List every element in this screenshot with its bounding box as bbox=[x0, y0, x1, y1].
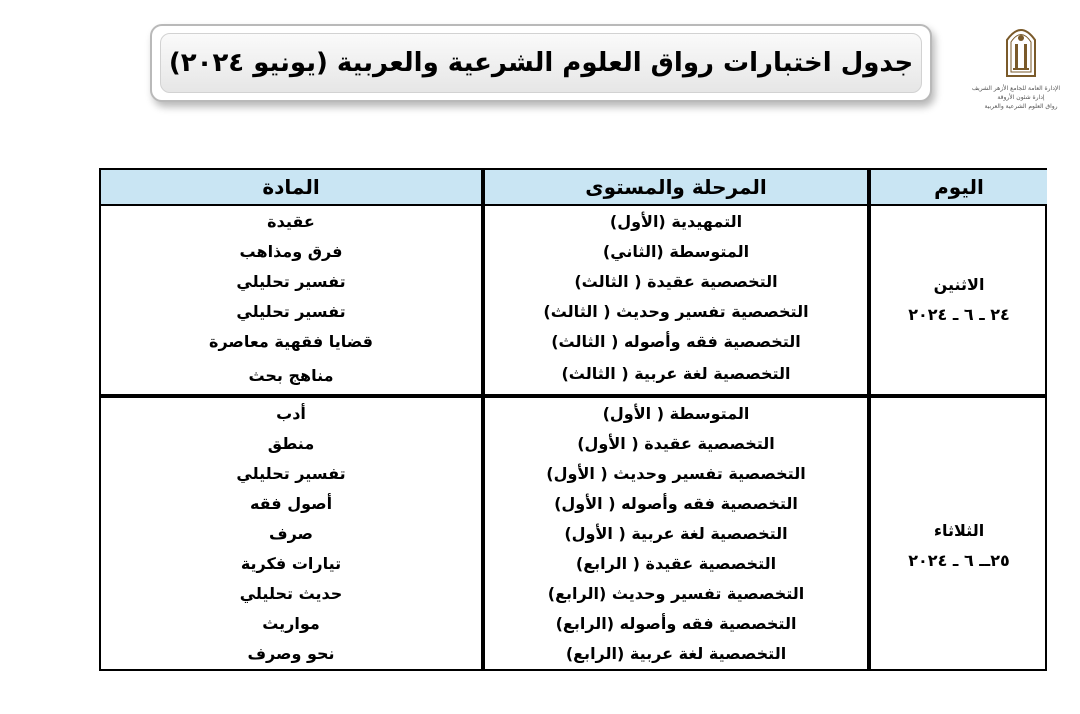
subject-cell: تيارات فكرية bbox=[240, 553, 342, 573]
stage-cell: التخصصية عقيدة ( الأول) bbox=[577, 433, 775, 453]
stage-cell: التخصصية تفسير وحديث (الرابع) bbox=[547, 583, 805, 603]
title-inner bbox=[160, 33, 922, 93]
stage-cell: التخصصية عقيدة ( الرابع) bbox=[575, 553, 777, 573]
title-banner bbox=[150, 24, 932, 102]
logo-line: إدارة شئون الأروقة bbox=[997, 94, 1045, 101]
stage-cell: التمهيدية (الأول) bbox=[609, 211, 743, 231]
subject-cell: حديث تحليلي bbox=[239, 583, 343, 603]
subject-cell: تفسير تحليلي bbox=[236, 301, 346, 321]
stage-cell: التخصصية تفسير وحديث ( الثالث) bbox=[543, 301, 809, 321]
subject-cell: أصول فقه bbox=[249, 493, 333, 513]
stage-cell: التخصصية تفسير وحديث ( الأول) bbox=[546, 463, 806, 483]
day-cell-monday bbox=[871, 250, 1047, 350]
logo-line: الإدارة العامة للجامع الأزهر الشريف bbox=[971, 85, 1060, 92]
subject-cell: مواريث bbox=[262, 613, 320, 633]
page-title: جدول اختبارات رواق العلوم الشرعية والعربية (يونيو ٢٠٢٤) bbox=[168, 48, 914, 78]
stage-cell: التخصصية فقه وأصوله ( الأول) bbox=[554, 493, 798, 513]
subject-cell: تفسير تحليلي bbox=[236, 463, 346, 483]
subject-cell: تفسير تحليلي bbox=[236, 271, 346, 291]
stage-cell: التخصصية فقه وأصوله ( الثالث) bbox=[551, 331, 801, 351]
day-date: ٢٥ــ ٦ ـ ٢٠٢٤ bbox=[908, 551, 1010, 570]
stage-cell: المتوسطة ( الأول) bbox=[602, 403, 750, 423]
stage-cell: التخصصية لغة عربية (الرابع) bbox=[565, 643, 787, 663]
subject-cell: صرف bbox=[269, 523, 313, 543]
azhar-emblem-icon bbox=[1004, 18, 1038, 78]
subject-cell: فرق ومذاهب bbox=[239, 241, 343, 261]
subject-cell: قضايا فقهية معاصرة bbox=[209, 331, 373, 351]
stage-cell: المتوسطة (الثاني) bbox=[602, 241, 750, 261]
subject-cell: منطق bbox=[267, 433, 315, 453]
institution-logo bbox=[971, 14, 1060, 118]
exam-schedule-table bbox=[99, 168, 1047, 671]
stage-cell: التخصصية لغة عربية ( الأول) bbox=[564, 523, 788, 543]
logo-caption bbox=[971, 84, 1060, 111]
subject-cell: أدب bbox=[276, 403, 306, 423]
header-day: اليوم bbox=[871, 170, 1047, 206]
stage-cell: التخصصية لغة عربية ( الثالث) bbox=[561, 363, 791, 383]
stage-cell: التخصصية عقيدة ( الثالث) bbox=[574, 271, 778, 291]
logo-line: رواق العلوم الشرعية والعربية bbox=[984, 103, 1058, 110]
subject-cell: عقيدة bbox=[267, 211, 315, 231]
header-stage: المرحلة والمستوى bbox=[485, 170, 867, 206]
header-subject: المادة bbox=[101, 170, 481, 206]
subject-cell: نحو وصرف bbox=[247, 643, 335, 663]
day-name: الثلاثاء bbox=[933, 521, 985, 540]
day-name: الاثنين bbox=[933, 275, 985, 294]
day-cell-tuesday bbox=[871, 496, 1047, 596]
day-date: ٢٤ ـ ٦ ـ ٢٠٢٤ bbox=[908, 305, 1010, 324]
stage-cell: التخصصية فقه وأصوله (الرابع) bbox=[555, 613, 797, 633]
subject-cell: مناهج بحث bbox=[248, 365, 334, 385]
